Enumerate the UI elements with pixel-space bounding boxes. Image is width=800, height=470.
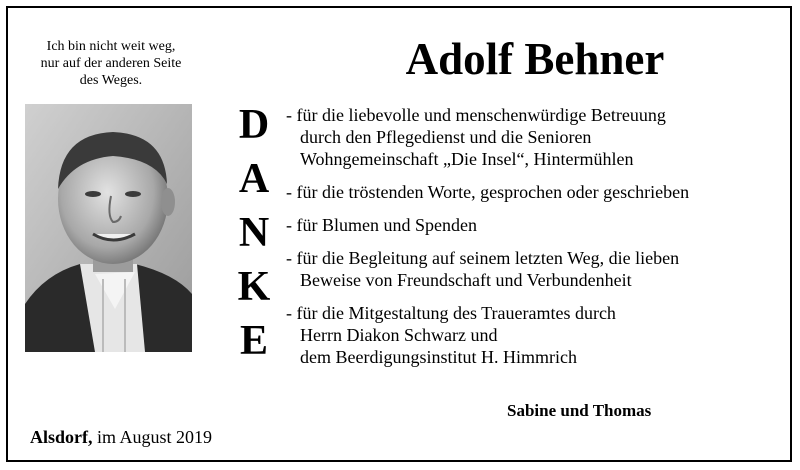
thanks-line: - für die Begleitung auf seinem letzten Weg, die lieben <box>286 248 680 268</box>
quote-line-3: des Weges. <box>79 73 143 88</box>
danke-letter-a: A <box>238 156 270 202</box>
danke-letter-d: D <box>238 102 270 148</box>
thanks-item <box>286 302 786 368</box>
thanks-line: Herrn Diakon Schwarz und <box>300 325 498 345</box>
thanks-item <box>286 104 786 170</box>
thanks-list <box>286 104 786 368</box>
place-town: Alsdorf, <box>30 427 93 447</box>
thanks-line: - für die liebevolle und menschenwürdige Betreuung <box>286 105 666 125</box>
quote-line-1: Ich bin nicht weit weg, <box>46 39 176 54</box>
thanks-line: durch den Pflegedienst und die Senioren <box>300 127 592 147</box>
thanks-item <box>286 181 786 203</box>
signature: Sabine und Thomas <box>507 401 652 420</box>
portrait-photo <box>25 104 192 352</box>
quote-line-2: nur auf der anderen Seite <box>40 56 182 71</box>
danke-letter-e: E <box>239 318 268 364</box>
thanks-line: dem Beerdigungsinstitut H. Himmrich <box>300 347 577 367</box>
danke-vertical-word <box>234 98 274 368</box>
place-date: im August 2019 <box>97 427 213 447</box>
danke-letter-k: K <box>237 264 271 310</box>
thanks-line: Wohngemeinschaft „Die Insel“, Hintermühlen <box>300 149 634 169</box>
thanks-line: - für Blumen und Spenden <box>286 215 477 235</box>
thanks-item <box>286 247 786 291</box>
thanks-item <box>286 214 786 236</box>
danke-letter-n: N <box>238 210 270 256</box>
thanks-line: - für die tröstenden Worte, gesprochen oder geschrieben <box>286 182 690 202</box>
place-and-date <box>30 427 212 448</box>
deceased-name: Adolf Behner <box>405 34 665 84</box>
thanks-line: - für die Mitgestaltung des Traueramtes durch <box>286 303 616 323</box>
thanks-line: Beweise von Freundschaft und Verbundenheit <box>300 270 632 290</box>
quote <box>22 38 200 89</box>
